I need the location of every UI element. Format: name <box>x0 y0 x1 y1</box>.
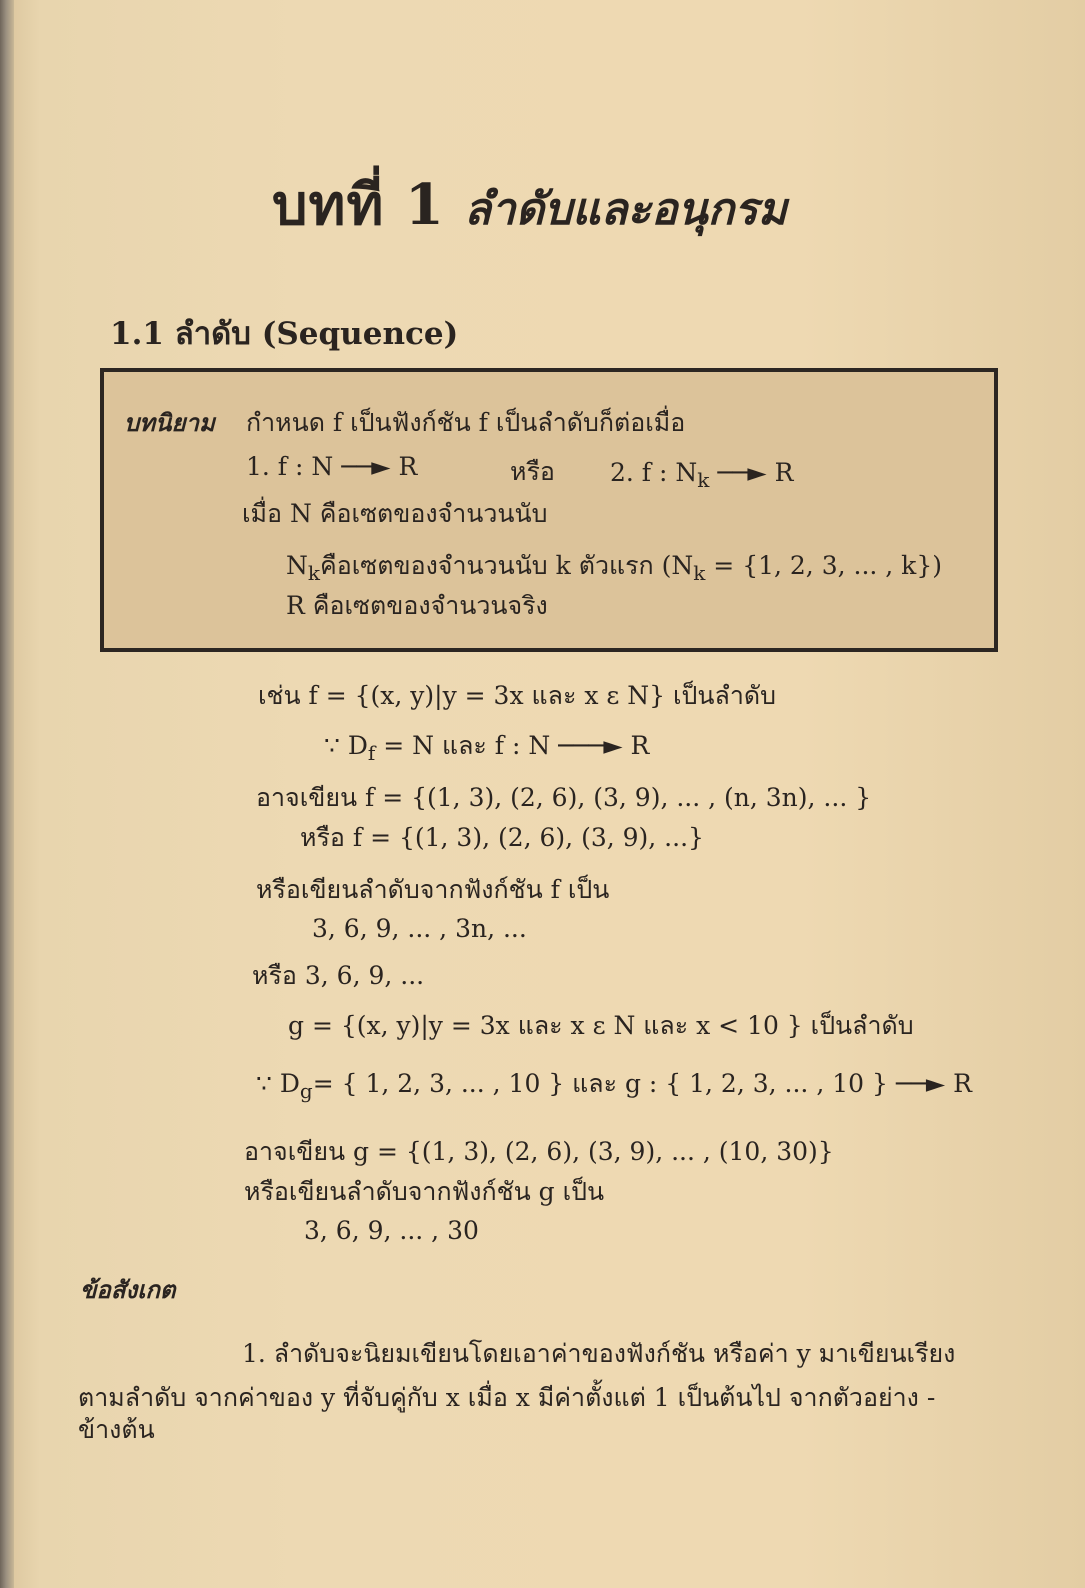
nk-subscript: k <box>307 561 320 585</box>
book-binding-edge <box>0 0 14 1588</box>
chapter-number: บทที่ 1 <box>272 172 445 238</box>
case-2-prefix: 2. f : N <box>610 458 698 487</box>
example-f-domain <box>324 726 649 766</box>
definition-or: หรือ <box>510 457 555 486</box>
chapter-title <box>272 160 787 249</box>
nk-symbol: N <box>286 551 308 580</box>
chapter-subtitle: ลำดับและอนุกรม <box>463 184 787 235</box>
example-f-write-1: อาจเขียน f = {(1, 3), (2, 6), (3, 9), ... , (n, 3n), ... } <box>256 783 872 812</box>
definition-nk-line <box>286 546 942 586</box>
example-g-sequence-intro: หรือเขียนลำดับจากฟังก์ชัน g เป็น <box>244 1177 605 1206</box>
example-g-write: อาจเขียน g = {(1, 3), (2, 6), (3, 9), ... , (10, 30)} <box>244 1137 834 1166</box>
dg-tail: = { 1, 2, 3, ... , 10 } และ g : { 1, 2, 3, ... , 10 } ──► R <box>312 1069 972 1098</box>
definition-case-1: 1. f : N ──► R <box>246 452 418 481</box>
remark-label: ข้อสังเกต <box>80 1275 176 1304</box>
example-f-sequence-2: หรือ 3, 6, 9, ... <box>252 961 425 990</box>
df-tail: = N และ f : N ───► R <box>375 731 650 760</box>
definition-n-line: เมื่อ N คือเซตของจำนวนนับ <box>242 499 548 528</box>
example-f-sequence-intro: หรือเขียนลำดับจากฟังก์ชัน f เป็น <box>256 875 610 904</box>
nk-subscript-2: k <box>693 561 706 585</box>
dg-prefix: ∵ D <box>256 1069 300 1098</box>
definition-r-line: R คือเซตของจำนวนจริง <box>286 591 548 620</box>
dg-subscript: g <box>299 1079 313 1103</box>
example-f-sequence-1: 3, 6, 9, ... , 3n, ... <box>312 914 527 943</box>
remark-line-3: ข้างต้น <box>78 1415 155 1444</box>
df-prefix: ∵ D <box>324 731 368 760</box>
example-f-definition: เช่น f = {(x, y)|y = 3x และ x ε N} เป็นลำดับ <box>258 681 776 710</box>
case-2-subscript: k <box>697 468 710 492</box>
nk-tail: = {1, 2, 3, ... , k}) <box>705 551 942 580</box>
definition-case-2 <box>610 458 793 492</box>
df-subscript: f <box>367 741 376 765</box>
remark-line-2: ตามลำดับ จากค่าของ y ที่จับคู่กับ x เมื่อ x มีค่าตั้งแต่ 1 เป็นต้นไป จากตัวอย่าง - <box>78 1383 936 1412</box>
remark-line-1: 1. ลำดับจะนิยมเขียนโดยเอาค่าของฟังก์ชัน หรือค่า y มาเขียนเรียง <box>242 1339 956 1368</box>
section-heading: 1.1 ลำดับ (Sequence) <box>110 316 459 352</box>
example-f-write-2: หรือ f = {(1, 3), (2, 6), (3, 9), ...} <box>300 823 704 852</box>
example-g-definition: g = {(x, y)|y = 3x และ x ε N และ x < 10 } เป็นลำดับ <box>288 1011 914 1040</box>
definition-intro: กำหนด f เป็นฟังก์ชัน f เป็นลำดับก็ต่อเมื่อ <box>246 408 686 437</box>
definition-label: บทนิยาม <box>124 408 215 437</box>
nk-text: คือเซตของจำนวนนับ k ตัวแรก (N <box>320 551 694 580</box>
case-2-suffix: ──► R <box>709 458 794 487</box>
example-g-domain <box>256 1064 972 1104</box>
example-g-sequence: 3, 6, 9, ... , 30 <box>304 1216 479 1245</box>
